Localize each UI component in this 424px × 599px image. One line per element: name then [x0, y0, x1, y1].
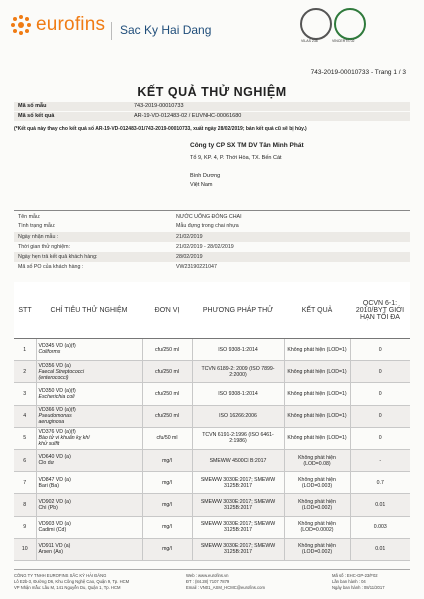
- info-value: Mẫu đựng trong chai nhựa: [176, 223, 239, 229]
- cert-label-2: VINCERTS 02: [332, 39, 355, 43]
- row-test: [36, 494, 142, 516]
- footer-phone: ĐT : (84.28) 7107 7879: [186, 579, 230, 584]
- client-name: Công ty CP SX TM DV Tân Minh Phát: [190, 142, 304, 149]
- footer-address-1: Lô E2b-3, Đường D6, Khu Công Nghệ Cao, Quận 9, Tp. HCM: [14, 579, 130, 584]
- replacement-note: (*Kết quả này thay cho kết quả số AR-19-VD-012483-01/743-2019-00010733, xuất ngày 28/02/2019; bản kết quả cũ sẽ bị hủy.): [14, 126, 307, 132]
- table-row: [14, 339, 410, 361]
- row-result: Không phát hiện (LOD=1): [284, 361, 350, 383]
- row-result: Không phát hiện (LOD=1): [284, 339, 350, 361]
- col-limit: QCVN 6-1: 2010/BYT GIỚI HẠN TỐI ĐA: [350, 282, 410, 339]
- col-unit: ĐƠN VỊ: [142, 282, 192, 339]
- footer-revision: Lần ban hành : 04: [332, 579, 366, 584]
- col-result: KẾT QUẢ: [284, 282, 350, 339]
- info-value: 21/02/2019: [176, 234, 203, 240]
- footer-web: Web : www.eurofins.vn: [186, 573, 229, 578]
- document-number: 743-2019-00010733 - Trang 1 / 3: [310, 69, 406, 76]
- row-method: SMEWW 3030E:2017; SMEWW 3125B:2017: [192, 516, 284, 538]
- header: [10, 6, 414, 42]
- test-name: Chì (Pb): [38, 504, 58, 511]
- test-name: Faecal Streptococci (enterococci): [38, 368, 85, 381]
- info-label: Ngày nhận mẫu :: [18, 234, 59, 240]
- test-name: Coliforms: [38, 349, 61, 356]
- result-id-value: AR-19-VD-012483-02 / EUVNHC-00061680: [134, 113, 242, 119]
- row-unit: cfu/250 ml: [142, 383, 192, 405]
- row-unit: cfu/50 ml: [142, 427, 192, 449]
- cert-label-1: VILAS 238: [301, 39, 318, 43]
- sample-id-value: 743-2019-00010733: [134, 103, 184, 109]
- header-divider: [111, 22, 112, 40]
- row-result: Không phát hiện (LOD=1): [284, 405, 350, 427]
- table-row: [14, 516, 410, 538]
- client-address-2: Bình Dương: [190, 173, 221, 179]
- test-name: Arsen (As): [38, 549, 64, 556]
- client-country: Việt Nam: [190, 182, 213, 188]
- col-stt: STT: [14, 282, 36, 339]
- info-value: 28/02/2019: [176, 254, 203, 260]
- test-code: VD366 VD (a)(f): [38, 407, 76, 414]
- row-test: [36, 405, 142, 427]
- footer-email: Email : VN01_ASM_HCMC@eurofins.com: [186, 585, 265, 590]
- eurofins-logo-icon: [10, 14, 32, 36]
- row-result: Không phát hiện (LOD=1): [284, 383, 350, 405]
- row-limit: 0: [350, 383, 410, 405]
- row-stt: 3: [14, 383, 36, 405]
- row-test: [36, 449, 142, 471]
- row-method: ISO 16266:2006: [192, 405, 284, 427]
- row-test: [36, 339, 142, 361]
- test-name: Cadimi (Cd): [38, 526, 67, 533]
- footer-divider: [14, 569, 410, 570]
- test-name: Escherichia coli: [38, 393, 75, 400]
- col-test: CHỈ TIÊU THỬ NGHIỆM: [36, 282, 142, 339]
- row-limit: 0: [350, 361, 410, 383]
- info-shade: [14, 232, 410, 242]
- test-name: Bào tử vi khuẩn kỵ khí khử sulfit: [38, 435, 90, 448]
- info-value: NƯỚC UỐNG ĐÓNG CHAI: [176, 214, 242, 220]
- row-stt: 6: [14, 449, 36, 471]
- test-code: VD902 VD (a): [38, 498, 71, 505]
- row-limit: 0.003: [350, 516, 410, 538]
- row-unit: mg/l: [142, 494, 192, 516]
- col-method: PHƯƠNG PHÁP THỬ: [192, 282, 284, 339]
- row-unit: mg/l: [142, 472, 192, 494]
- page-title: KẾT QUẢ THỬ NGHIỆM: [137, 85, 287, 99]
- row-method: SMEWW 3030E:2017; SMEWW 3125B:2017: [192, 538, 284, 560]
- footer-company: CÔNG TY TNHH EUROFINS SẮC KÝ HẢI ĐĂNG: [14, 573, 107, 578]
- table-header-row: [14, 282, 410, 339]
- row-stt: 5: [14, 427, 36, 449]
- row-limit: -: [350, 449, 410, 471]
- sample-id-bar: [14, 102, 410, 111]
- footer-form-code: Mã số : EHC-GP-23/F02: [332, 573, 378, 578]
- table-row: [14, 472, 410, 494]
- row-unit: cfu/250 ml: [142, 405, 192, 427]
- info-label: Mã số PO của khách hàng :: [18, 264, 84, 270]
- row-test: [36, 427, 142, 449]
- sample-info: [14, 210, 410, 281]
- row-stt: 1: [14, 339, 36, 361]
- row-stt: 8: [14, 494, 36, 516]
- brand-subtitle: Sac Ky Hai Dang: [120, 23, 212, 37]
- row-limit: 0: [350, 405, 410, 427]
- row-limit: 0: [350, 339, 410, 361]
- row-result: Không phát hiện (LOD=0.002): [284, 494, 350, 516]
- vincerts-seal-icon: [334, 8, 366, 40]
- row-unit: cfu/250 ml: [142, 339, 192, 361]
- result-id-label: Mã số kết quả: [18, 113, 55, 119]
- test-code: VD350 VD (a)(f): [38, 387, 76, 394]
- table-row: [14, 383, 410, 405]
- row-limit: 0.01: [350, 538, 410, 560]
- info-value: 21/02/2019 - 28/02/2019: [176, 244, 234, 250]
- client-address-1: Tổ 9, KP. 4, P. Thới Hòa, TX. Bến Cát: [190, 155, 282, 161]
- info-label: Tình trạng mẫu:: [18, 223, 56, 229]
- test-code: VD640 VD (a): [38, 454, 71, 461]
- sample-id-label: Mã số mẫu: [18, 103, 47, 109]
- vilas-seal-icon: [300, 8, 332, 40]
- row-test: [36, 472, 142, 494]
- row-unit: mg/l: [142, 449, 192, 471]
- info-value: VW23190221047: [176, 264, 217, 270]
- row-test: [36, 383, 142, 405]
- table-row: [14, 538, 410, 560]
- row-unit: mg/l: [142, 516, 192, 538]
- table-row: [14, 494, 410, 516]
- row-result: Không phát hiện (LOD=0.08): [284, 449, 350, 471]
- row-limit: 0: [350, 427, 410, 449]
- test-code: VD345 VD (a)(f): [38, 343, 76, 350]
- table-row: [14, 427, 410, 449]
- row-result: Không phát hiện (LOD=1): [284, 427, 350, 449]
- result-id-bar: [14, 112, 410, 121]
- test-code: VD911 VD (a): [38, 543, 71, 550]
- row-method: ISO 9308-1:2014: [192, 383, 284, 405]
- table-row: [14, 449, 410, 471]
- results-table: [14, 282, 410, 561]
- row-result: Không phát hiện (LOD=0.003): [284, 472, 350, 494]
- row-unit: cfu/250 ml: [142, 361, 192, 383]
- test-name: Bari (Ba): [38, 482, 59, 489]
- row-method: SMEWW 4500Cl B:2017: [192, 449, 284, 471]
- row-limit: 0.7: [350, 472, 410, 494]
- test-name: Clo dư: [38, 460, 55, 467]
- info-label: Ngày hẹn trả kết quả khách hàng:: [18, 254, 98, 260]
- table-row: [14, 405, 410, 427]
- table-row: [14, 361, 410, 383]
- row-test: [36, 516, 142, 538]
- row-stt: 2: [14, 361, 36, 383]
- test-code: VD847 VD (a): [38, 476, 71, 483]
- info-label: Tên mẫu:: [18, 214, 41, 220]
- test-code: VD376 VD (a)(f): [38, 429, 76, 436]
- table-body: [14, 339, 410, 561]
- row-method: SMEWW 3030E:2017; SMEWW 3125B:2017: [192, 494, 284, 516]
- row-unit: mg/l: [142, 538, 192, 560]
- row-result: Không phát hiện (LOD=0.002): [284, 538, 350, 560]
- row-test: [36, 538, 142, 560]
- row-method: ISO 9308-1:2014: [192, 339, 284, 361]
- footer-date: Ngày ban hành : 08/11/2017: [332, 585, 385, 590]
- row-method: TCVN 6191-2:1996 (ISO 6461-2:1986): [192, 427, 284, 449]
- row-limit: 0.01: [350, 494, 410, 516]
- row-test: [36, 361, 142, 383]
- row-stt: 4: [14, 405, 36, 427]
- footer-address-2: VP Nhận mẫu: Lầu M, 141 Nguyễn Du, Quận 1, Tp. HCM: [14, 585, 121, 590]
- brand-name: eurofins: [36, 14, 106, 35]
- test-code: VD356 VD (a): [38, 362, 71, 369]
- row-stt: 10: [14, 538, 36, 560]
- info-label: Thời gian thử nghiệm:: [18, 244, 71, 250]
- test-code: VD903 VD (a): [38, 520, 71, 527]
- row-method: TCVN 6189-2: 2009 (ISO 7899-2:2000): [192, 361, 284, 383]
- row-stt: 7: [14, 472, 36, 494]
- row-result: Không phát hiện (LOD=0.0002): [284, 516, 350, 538]
- row-stt: 9: [14, 516, 36, 538]
- test-name: Pseudomonas aeruginosa: [38, 413, 72, 426]
- row-method: SMEWW 3030E:2017; SMEWW 3125B:2017: [192, 472, 284, 494]
